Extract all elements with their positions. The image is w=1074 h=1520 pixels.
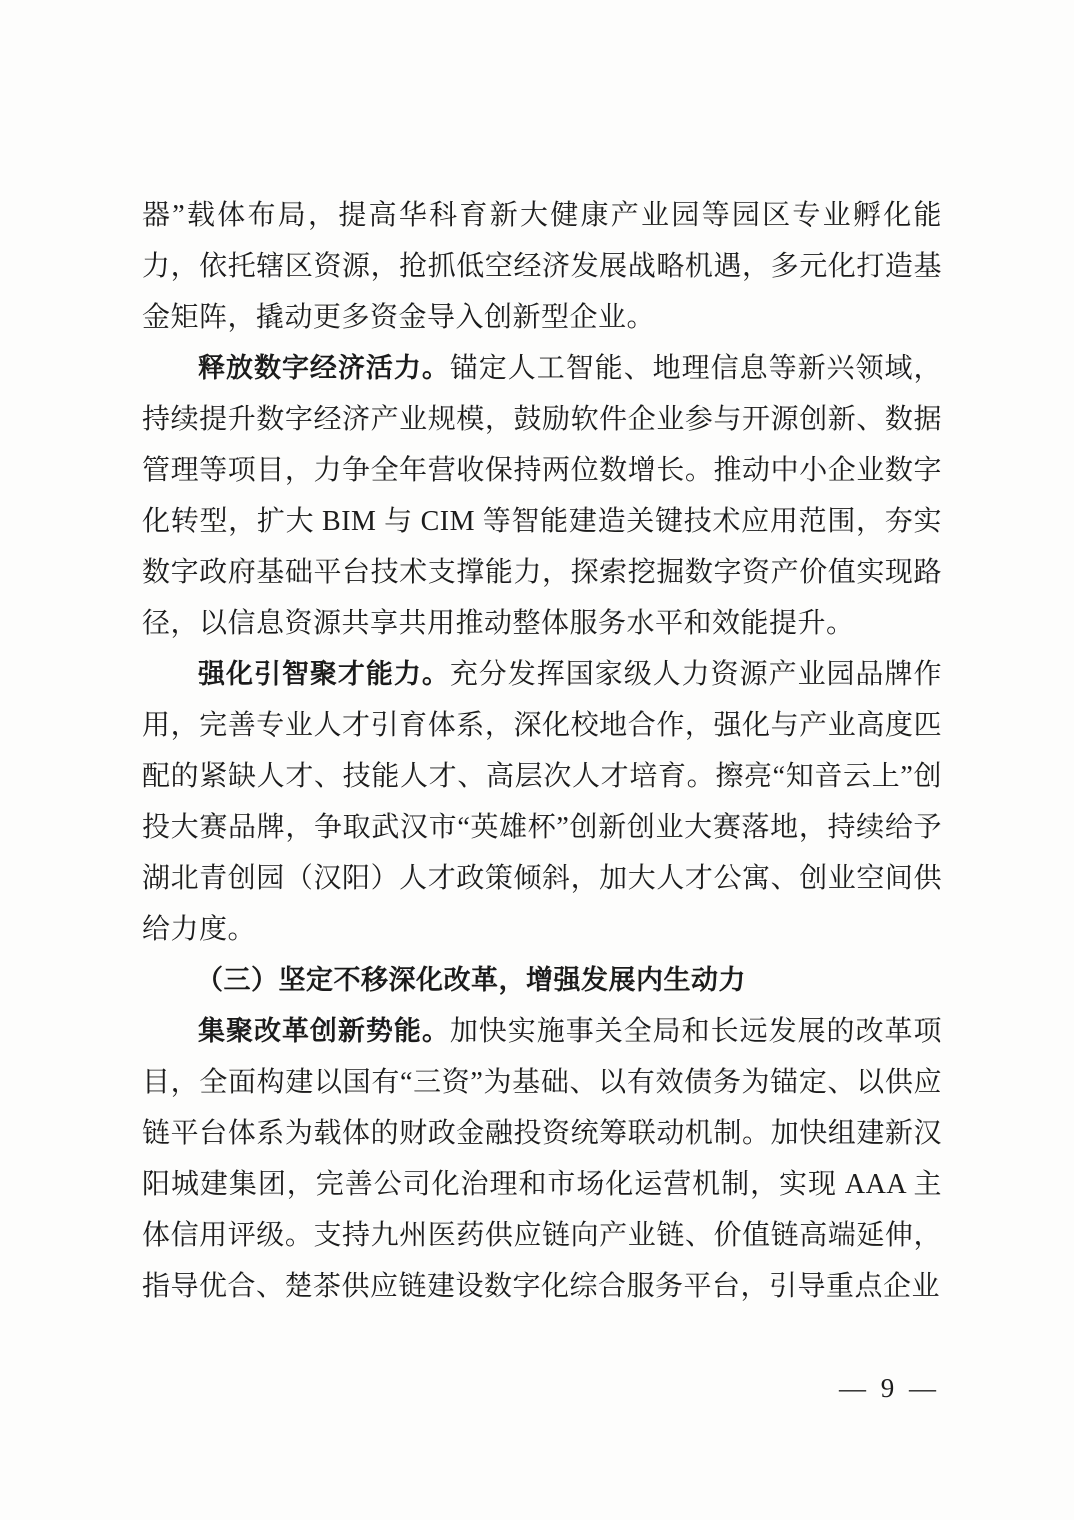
paragraph-text: 器”载体布局，提高华科育新大健康产业园等园区专业孵化能力，依托辖区资源，抢抓低空经济发展战略机遇，多元化打造基金矩阵，撬动更多资金导入创新型企业。 [142,200,942,333]
paragraph-lead: 释放数字经济活力。 [198,353,450,383]
paragraph-text: 锚定人工智能、地理信息等新兴领域，持续提升数字经济产业规模，鼓励软件企业参与开源创新、数据管理等项目，力争全年营收保持两位数增长。推动中小企业数字化转型，扩大 BIM 与 CIM 等智能建造关键技术应用范围，夯实数字政府基础平台技术支撑能力，探索挖掘数字资产价值实现路径，以信息资源共享共用推动整体服务水平和效能提升。 [142,353,943,639]
section-heading: （三）坚定不移深化改革，增强发展内生动力 [196,965,746,995]
paragraph-reform [142,1006,942,1312]
document-body [142,190,942,1312]
paragraph-text: 加快实施事关全局和长远发展的改革项目，全面构建以国有“三资”为基础、以有效债务为锚定、以供应链平台体系为载体的财政金融投资统筹联动机制。加快组建新汉阳城建集团，完善公司化治理和市场化运营机制，实现 AAA 主体信用评级。支持九州医药供应链向产业链、价值链高端延伸，指导优合、楚茶供应链建设数字化综合服务平台，引导重点企业 [142,1016,943,1302]
paragraph-continuation [142,190,942,343]
page-number: — 9 — [839,1373,940,1403]
paragraph-lead: 集聚改革创新势能。 [198,1016,450,1046]
paragraph-text: 充分发挥国家级人力资源产业园品牌作用，完善专业人才引育体系，深化校地合作，强化与产业高度匹配的紧缺人才、技能人才、高层次人才培育。擦亮“知音云上”创投大赛品牌，争取武汉市“英雄杯”创新创业大赛落地，持续给予湖北青创园（汉阳）人才政策倾斜，加大人才公寓、创业空间供给力度。 [142,659,943,945]
paragraph-talent [142,649,942,955]
paragraph-digital-economy [142,343,942,649]
paragraph-lead: 强化引智聚才能力。 [198,659,450,689]
